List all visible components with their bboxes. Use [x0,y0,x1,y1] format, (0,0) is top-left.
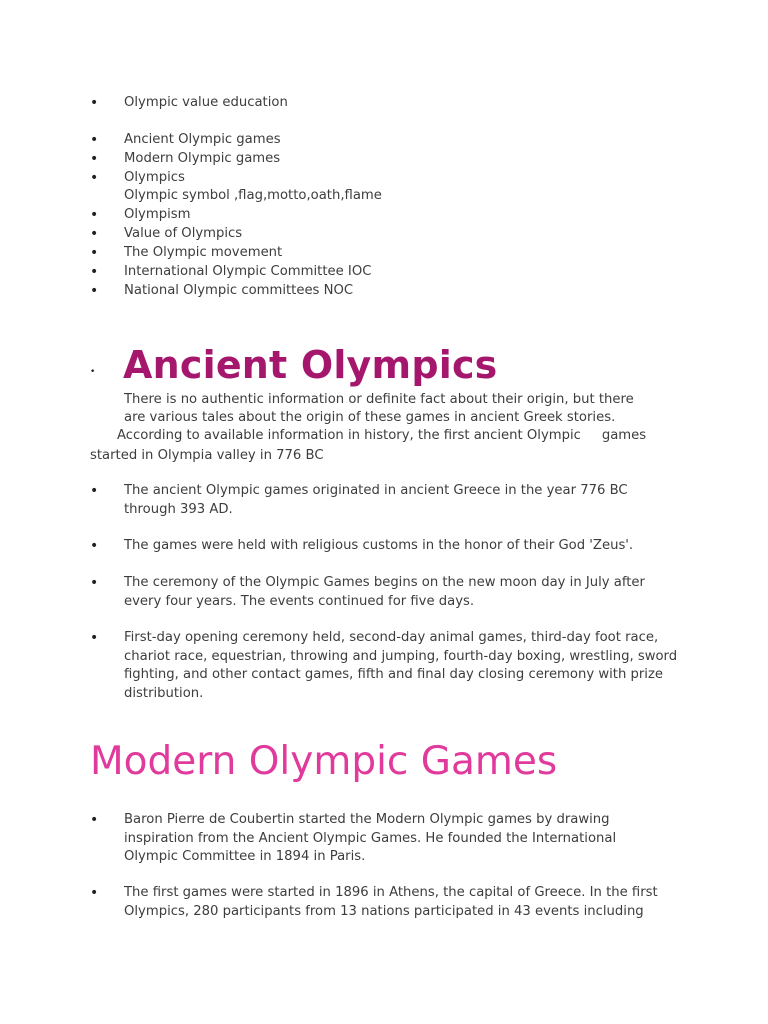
bullet: • [90,575,99,591]
list-item: International Olympic Committee IOC [124,264,372,279]
bullet: • [90,132,99,148]
bullet: • [90,283,99,299]
section-heading-modern: Modern Olympic Games [90,739,558,784]
bullet: • [90,151,99,167]
list-item: Value of Olympics [124,226,243,241]
list-item: National Olympic committees NOC [124,283,354,298]
bullet: • [90,245,99,261]
bullet: • [90,483,99,499]
heading-bullet: • [90,367,96,377]
list-item: Olympic value education [124,95,288,110]
list-item-continuation: Olympic symbol ,flag,motto,oath,flame [124,188,382,203]
section-heading-ancient: Ancient Olympics [123,343,498,387]
bullet: • [90,170,99,186]
bullet: • [90,95,99,111]
bullet: • [90,226,99,242]
bullet: • [90,207,99,223]
bullet: • [90,885,99,901]
bullet: • [90,812,99,828]
list-item: Ancient Olympic games [124,132,281,147]
bullet: • [90,538,99,554]
list-item: Baron Pierre de Coubertin started the Modern Olympic games by drawing inspiration from the Ancient Olympic Games. He founded the International Olympic Committee in 1894 in Paris. [124,812,617,865]
bullet: • [90,264,99,280]
list-item: Olympism [124,207,191,222]
list-item: The ancient Olympic games originated in ancient Greece in the year 776 BC through 393 AD. [124,483,628,517]
list-item: The ceremony of the Olympic Games begins on the new moon day in July after every four years. The events continued for five days. [124,575,645,609]
list-item: First-day opening ceremony held, second-day animal games, third-day foot race, chariot race, equestrian, throwing and jumping, fourth-day boxing, wrestling, sword fighting, and other contact games, fifth and final day closing ceremony with prize distribution. [124,630,678,701]
list-item: Olympics [124,170,185,185]
intro-text-line: There is no authentic information or definite fact about their origin, but there [124,392,634,407]
bullet: • [90,630,99,646]
intro-text-line: are various tales about the origin of these games in ancient Greek stories. [124,410,616,425]
intro-text-line: started in Olympia valley in 776 BC [90,448,324,463]
list-item: The games were held with religious customs in the honor of their God 'Zeus'. [124,538,634,553]
list-item: The Olympic movement [124,245,283,260]
list-item: Modern Olympic games [124,151,281,166]
intro-text-line: According to available information in history, the first ancient Olympic games [117,428,647,443]
list-item: The first games were started in 1896 in Athens, the capital of Greece. In the first Olympics, 280 participants from 13 nations participated in 43 events including [124,885,658,919]
